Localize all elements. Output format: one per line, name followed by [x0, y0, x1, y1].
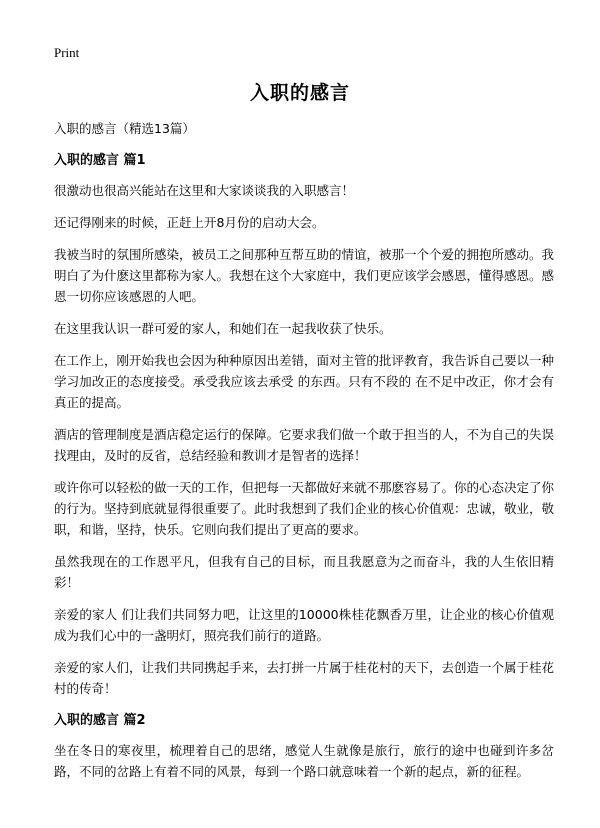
page-title: 入职的感言 — [249, 82, 350, 104]
paragraph: 虽然我现在的工作恩平凡，但我有自己的目标，而且我愿意为之而奋斗，我的人生依旧精彩！ — [54, 554, 554, 590]
paragraph: 在这里我认识一群可爱的家人，和她们在一起我收获了快乐。 — [54, 321, 392, 336]
print-label[interactable]: Print — [54, 45, 80, 60]
paragraph: 坐在冬日的寒夜里，梳理着自己的思绪，感觉人生就像是旅行，旅行的途中也碰到许多岔路，不同的岔路上有着不同的风景，每到一个路口就意味着一个新的起点，新的征程。 — [54, 743, 554, 779]
paragraph: 酒店的管理制度是酒店稳定运行的保障。它要求我们做一个敢于担当的人，不为自己的失误找理由，及时的反省，总结经验和教训才是智者的选择！ — [54, 427, 555, 463]
paragraph: 很激动也很高兴能站在这里和大家谈谈我的入职感言！ — [54, 183, 355, 198]
paragraph: 在工作上，刚开始我也会因为种种原因出差错，面对主管的批评教育，我告诉自己要以一种学习加改正的态度接受。承受我应该去承受 的东西。只有不段的 在不足中改正，你才会有真正的提高。 — [54, 353, 555, 410]
paragraph: 或许你可以轻松的做一天的工作，但把每一天都做好来就不那麽容易了。你的心态决定了你的行为。坚持到底就显得很重要了。此时我想到了我们企业的核心价值观：忠诚，敬业，敬职，和谐，坚持，快乐。它则向我们提出了更高的要求。 — [54, 480, 555, 537]
paragraph: 还记得刚来的时候，正赶上开8月份的启动大会。 — [54, 215, 325, 230]
section-heading: 入职的感言 篇2 — [54, 713, 146, 728]
section-heading: 入职的感言 篇1 — [54, 153, 146, 168]
paragraph: 亲爱的家人 们让我们共同努力吧，让这里的10000株桂花飘香万里，让企业的核心价值观成为我们心中的一盏明灯，照亮我们前行的道路。 — [54, 607, 554, 643]
paragraph: 我被当时的氛围所感染，被员工之间那种互帮互助的情谊，被那一个个爱的拥抱所感动。我明白了为什麽这里都称为家人。我想在这个大家庭中，我们更应该学会感恩，懂得感恩。感恩一切你应该感恩的人吧。 — [54, 247, 555, 304]
paragraph: 亲爱的家人们，让我们共同携起手来，去打拼一片属于桂花村的天下，去创造一个属于桂花村的传奇！ — [54, 660, 555, 696]
document-subtitle: 入职的感言（精选13篇） — [54, 121, 195, 136]
document-body — [54, 118, 554, 793]
